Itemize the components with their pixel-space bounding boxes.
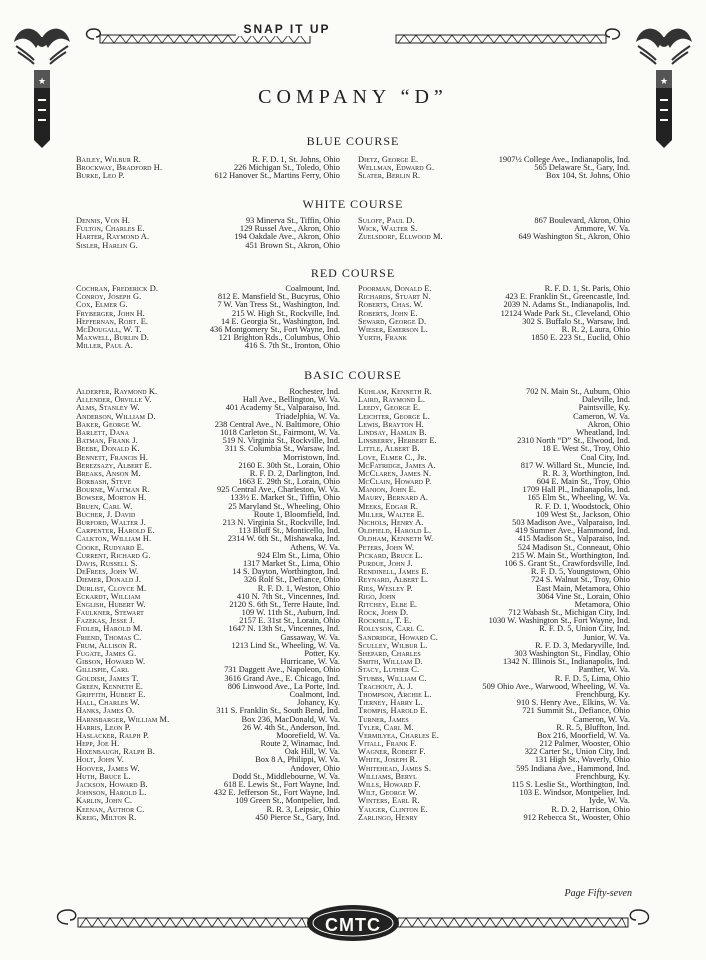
member-name: Bowser, Morton H. — [76, 493, 147, 503]
member-address: 326 Rolf St., Defiance, Ohio — [243, 575, 340, 585]
member-address: Wheatland, Ind. — [576, 427, 630, 437]
member-address: 401 Academy St., Valparaiso, Ind. — [225, 403, 340, 413]
member-name: Fulton, Charles E. — [76, 224, 145, 234]
member-address: 14 E. Georgia St., Washington, Ind. — [220, 316, 340, 326]
member-address: 416 S. 7th St., Ironton, Ohio — [244, 341, 340, 351]
member-address: R. R. 3, Worthington, Ind. — [542, 468, 630, 478]
member-address: 1018 Carleton St., Fairmont, W. Va. — [220, 427, 340, 437]
member-address: Box 216, Moorfield, W. Va. — [537, 730, 630, 740]
member-address: 806 Linwood Ave., La Porte, Ind. — [227, 681, 340, 691]
member-address: 109 West St., Jackson, Ohio — [536, 509, 630, 519]
member-name: Current, Richard G. — [76, 550, 151, 560]
blue-course-right-column — [358, 156, 630, 181]
member-name: Tyler, Carl M. — [358, 722, 414, 732]
member-address: Potter, Ky. — [304, 649, 340, 658]
member-address: Daleville, Ind. — [581, 395, 630, 405]
member-name: Rendinell, James E. — [358, 567, 429, 577]
member-name: Green, Kenneth E. — [76, 681, 143, 691]
member-address: 131 High St., Waverly, Ohio — [534, 755, 630, 765]
member-name: Nichols, Henry A. — [358, 518, 424, 527]
member-name: Harris, Leon P. — [76, 722, 131, 732]
member-address: 924 Elm St., Lima, Ohio — [257, 550, 340, 560]
member-name: Rigo, John — [358, 591, 396, 601]
member-address: 509 Ohio Ave., Warwood, Wheeling, W. Va. — [482, 681, 630, 691]
member-address: 731 Daggett Ave., Napoleon, Ohio — [224, 665, 340, 675]
member-name: Yurth, Frank — [358, 333, 408, 343]
blue-course-heading: BLUE COURSE — [306, 134, 400, 148]
member-name: Berezsazy, Albert E. — [76, 460, 152, 470]
member-address: Route 1, Bloomfield, Ind. — [253, 509, 340, 519]
member-address: 2314 W. 6th St., Mishawaka, Ind. — [227, 534, 340, 544]
member-address: 415 Madison St., Valparaiso, Ind. — [518, 534, 630, 544]
roster-entry — [358, 334, 630, 342]
member-address: Frenchburg, Ky. — [575, 689, 630, 699]
member-address: 2160 E. 30th St., Lorain, Ohio — [238, 460, 340, 470]
member-address: 724 S. Walnut St., Troy, Ohio — [531, 575, 630, 585]
member-address: R. F. D. 1, Woodstock, Ohio — [535, 501, 630, 511]
member-address: R. R. 2, Laura, Ohio — [561, 324, 630, 334]
member-name: Turner, James — [358, 714, 409, 724]
member-name: Baker, George W. — [76, 419, 141, 429]
member-address: 213 N. Virginia St., Rockville, Ind. — [222, 518, 340, 527]
member-name: Harter, Raymond A. — [76, 232, 150, 242]
member-name: Seward, George D. — [358, 316, 427, 326]
member-address: Box 236, MacDonald, W. Va. — [241, 714, 340, 724]
member-name: Rock, John D. — [358, 608, 409, 618]
member-address: 604 E. Main St., Troy, Ohio — [536, 477, 630, 487]
member-name: White, Joseph R. — [358, 755, 418, 765]
member-name: Richards, Stuart N. — [358, 292, 431, 302]
member-name: Burke, Leo P. — [76, 171, 125, 181]
member-address: Box 8 A, Philippi, W. Va. — [255, 755, 340, 765]
member-address: 450 Pierce St., Gary, Ind. — [255, 812, 340, 822]
member-name: Fryberger, John H. — [76, 308, 145, 318]
eagle-emblem-left — [12, 20, 72, 150]
blue-course-left-column — [76, 156, 340, 181]
member-name: Love, Elmer C., Jr. — [358, 452, 427, 462]
member-address: 612 Hanover St., Martins Ferry, Ohio — [214, 171, 340, 181]
member-address: 115 S. Leslie St., Worthington, Ind. — [511, 780, 630, 789]
member-address: 121 Brighton Rds., Columbus, Ohio — [218, 333, 340, 343]
eagle-emblem-right — [634, 20, 694, 150]
member-address: Cameron, W. Va. — [573, 714, 630, 724]
member-address: 1213 Lind St., Wheeling, W. Va. — [231, 640, 340, 650]
member-address: Hurricane, W. Va. — [280, 657, 340, 667]
member-name: Johnson, Harold L. — [76, 788, 147, 798]
member-name: Diemer, Donald J. — [76, 575, 142, 585]
member-address: 1317 Market St., Lima, Ohio — [243, 558, 340, 568]
member-address: 812 E. Mansfield St., Bucyrus, Ohio — [217, 292, 340, 302]
member-address: 14 S. Dayton, Worthington, Ind. — [232, 567, 340, 577]
member-address: R. F. D. 1, St. Johns, Ohio — [252, 155, 340, 164]
member-name: Kreig, Milton R. — [76, 812, 137, 822]
member-name: Maxwell, Burlin D. — [76, 333, 149, 343]
member-address: 423 E. Franklin St., Greencastle, Ind. — [505, 292, 630, 302]
member-address: Box 104, St. Johns, Ohio — [546, 171, 630, 181]
member-address: 432 E. Jefferson St., Fort Wayne, Ind. — [213, 788, 340, 798]
member-name: Reynard, Albert L. — [358, 575, 429, 585]
member-name: Friend, Thomas C. — [76, 632, 142, 642]
member-name: Roberts, John E. — [358, 308, 418, 318]
member-address: 303 Washington St., Findlay, Ohio — [514, 649, 630, 658]
member-name: Hepp, Joe H. — [76, 739, 120, 749]
member-address: 129 Russel Ave., Akron, Ohio — [239, 224, 340, 234]
member-name: Thompson, Archie L. — [358, 689, 432, 699]
company-title: COMPANY “D” — [258, 86, 448, 108]
member-address: 618 E. Lewis St., Fort Wayne, Ind. — [223, 780, 340, 789]
member-address: Moorefield, W. Va. — [276, 730, 340, 740]
member-name: Winters, Earl R. — [358, 796, 420, 806]
member-address: R. R. 3, Leipsic, Ohio — [266, 804, 340, 814]
member-address: Akron, Ohio — [587, 419, 630, 429]
member-address: 3616 Grand Ave., E. Chicago, Ind. — [224, 673, 340, 683]
member-address: 595 Indiana Ave., Hammond, Ind. — [516, 763, 630, 773]
member-name: Borbash, Steve — [76, 477, 132, 487]
member-address: R. F. D. 5, Union City, Ind. — [539, 624, 630, 634]
member-address: 2039 N. Adams St., Indianapolis, Ind. — [503, 300, 630, 310]
member-name: Lewis, Brayton H. — [358, 419, 424, 429]
member-name: Hixenbaugh, Ralph B. — [76, 747, 155, 757]
member-address: Route 2, Winamac, Ind. — [260, 739, 340, 749]
member-address: 519 N. Virginia St., Rockville, Ind. — [222, 436, 340, 446]
member-name: Wilt, George W. — [358, 788, 418, 798]
member-address: R. R. 5, Bluffton, Ind. — [556, 722, 630, 732]
member-name: Sisler, Harlin G. — [76, 240, 138, 250]
member-name: Lindsay, Hamlin B. — [358, 427, 427, 437]
member-address: Coal City, Ind. — [580, 452, 630, 462]
member-name: Sculley, Wilbur L. — [358, 640, 428, 650]
member-address: R. F. D. 3, Medaryville, Ind. — [535, 640, 630, 650]
member-address: 410 N. 7th St., Vincennes, Ind. — [236, 591, 340, 601]
member-name: Barlett, Dana — [76, 427, 130, 437]
member-name: Stubbs, William C. — [358, 673, 427, 683]
member-address: 2157 E. 31st St., Lorain, Ohio — [239, 616, 340, 626]
member-name: Bourne, Waitman R. — [76, 485, 150, 495]
member-name: Frum, Allison R. — [76, 640, 137, 650]
red-course-left-column — [76, 285, 340, 351]
member-name: Allender, Orville V. — [76, 395, 152, 405]
member-name: Linsberry, Herbert E. — [358, 436, 437, 446]
member-address: Andover, Ohio — [290, 763, 340, 773]
white-course-left-column — [76, 217, 340, 250]
member-name: Gibson, Howard W. — [76, 657, 146, 667]
member-address: 212 Palmer, Wooster, Ohio — [539, 739, 630, 749]
member-name: Alms, Stanley W. — [76, 403, 140, 413]
member-name: Yauger, Clinton E. — [358, 804, 428, 814]
member-address: 910 S. Henry Ave., Elkins, W. Va. — [516, 698, 630, 708]
member-name: Calkton, William H. — [76, 534, 152, 544]
member-address: Metamora, Ohio — [574, 599, 630, 609]
header-ornament-band — [80, 26, 626, 52]
member-address: 1663 E. 29th St., Lorain, Ohio — [238, 477, 340, 487]
member-address: 1342 N. Illinois St., Indianapolis, Ind. — [502, 657, 630, 667]
member-address: 712 Wabash St., Michigan City, Ind. — [508, 608, 630, 618]
member-address: 565 Delaware St., Gary, Ind. — [534, 163, 630, 173]
member-name: Laird, Raymond L. — [358, 395, 426, 405]
member-address: 18 E. West St., Troy, Ohio — [542, 444, 630, 454]
member-address: 103 E. Windsor, Montpelier, Ind. — [519, 788, 630, 798]
member-name: Jackson, Howard B. — [76, 780, 148, 789]
member-address: 451 Brown St., Akron, Ohio — [245, 240, 340, 250]
member-name: Meeks, Edgar R. — [358, 501, 419, 511]
member-name: Manion, John E. — [358, 485, 417, 495]
member-name: Gillispie, Carl — [76, 665, 129, 675]
member-name: Bruen, Carl W. — [76, 501, 133, 511]
member-name: Bailey, Wilbur R. — [76, 155, 141, 164]
member-name: Burford, Walter J. — [76, 518, 146, 527]
member-name: Bucher, J. David — [76, 509, 136, 519]
member-name: Alderfer, Raymond K. — [76, 387, 158, 396]
member-address: 12124 Wade Park St., Cleveland, Ohio — [500, 308, 630, 318]
member-address: 2120 S. 6th St., Terre Haute, Ind. — [229, 599, 340, 609]
member-name: Sandridge, Howard C. — [358, 632, 438, 642]
member-name: Hoover, James W. — [76, 763, 140, 773]
member-name: Breaks, Anson M. — [76, 468, 141, 478]
red-course-right-column — [358, 285, 630, 342]
member-name: Tierney, Harry L. — [358, 698, 423, 708]
member-name: Trachout, A. J. — [358, 681, 413, 691]
member-address: 311 S. Columbia St., Warsaw, Ind. — [224, 444, 340, 454]
member-address: 721 Summit St., Defiance, Ohio — [522, 706, 630, 716]
member-address: Oak Hill, W. Va. — [284, 747, 340, 757]
member-address: Paintsville, Ky. — [578, 403, 630, 413]
member-name: Carpenter, Harold E. — [76, 526, 155, 536]
member-name: Fazekas, Jesse J. — [76, 616, 135, 626]
member-address: Morristown, Ind. — [283, 452, 340, 462]
member-name: Goldish, James T. — [76, 673, 139, 683]
member-name: Stacy, Luther C. — [358, 665, 420, 675]
member-address: 649 Washington St., Akron, Ohio — [518, 232, 630, 242]
member-address: R. F. D. 1, St. Paris, Ohio — [544, 284, 630, 293]
member-address: 503 Madison Ave., Valparaiso, Ind. — [512, 518, 630, 527]
cmtc-logo: CMTC — [325, 915, 381, 935]
member-address: Athens, W. Va. — [290, 542, 340, 552]
member-address: 1907½ College Ave., Indianapolis, Ind. — [498, 155, 630, 164]
member-name: Slater, Berlin R. — [358, 171, 421, 181]
member-name: Trompis, Harold E. — [358, 706, 428, 716]
member-address: Frenchburg, Ky. — [575, 771, 630, 781]
member-address: Cameron, W. Va. — [573, 411, 630, 421]
member-name: McDougall, W. T. — [76, 324, 142, 334]
member-address: 1030 W. Washington St., Fort Wayne, Ind. — [488, 616, 630, 626]
member-address: 322 Carter St., Union City, Ind. — [524, 747, 630, 757]
member-address: 106 S. Grant St., Crawfordsville, Ind. — [504, 558, 630, 568]
member-address: R. F. D. 1, Weston, Ohio — [257, 583, 340, 593]
member-address: 215 W. High St., Rockville, Ind. — [232, 308, 340, 318]
member-name: Miller, Walter E. — [358, 509, 425, 519]
member-address: 436 Montgomery St., Fort Wayne, Ind. — [209, 324, 340, 334]
member-name: Poorman, Donald E. — [358, 284, 432, 293]
member-address: 702 N. Main St., Auburn, Ohio — [526, 387, 630, 396]
member-address: 109 W. 11th St., Auburn, Ind. — [241, 608, 340, 618]
member-address: 3064 Vine St., Lorain, Ohio — [536, 591, 630, 601]
member-address: 2310 North “D” St., Elwood, Ind. — [517, 436, 630, 446]
member-address: 109 Green St., Montpelier, Ind. — [235, 796, 340, 806]
member-address: 215 W. Main St., Worthington, Ind. — [511, 550, 630, 560]
member-name: Hanks, James O. — [76, 706, 135, 716]
member-name: Faulkner, Stewart — [76, 608, 144, 618]
member-address: R. F. D. 5, Youngstown, Ohio — [530, 567, 630, 577]
member-name: Hall, Charles W. — [76, 698, 140, 708]
member-name: Bennett, Francis H. — [76, 452, 148, 462]
member-name: Whitehead, James S. — [358, 763, 432, 773]
member-name: Wills, Howard F. — [358, 780, 421, 789]
member-address: Dodd St., Middlebourne, W. Va. — [232, 771, 340, 781]
member-name: Anderson, William D. — [76, 411, 156, 421]
member-name: Peters, John W. — [358, 542, 415, 552]
member-name: McFatridge, James A. — [358, 460, 436, 470]
svg-text:★: ★ — [37, 77, 47, 87]
member-address: East Main, Metamora, Ohio — [536, 583, 630, 593]
member-name: Pickard, Bruce L. — [358, 550, 423, 560]
header-scroll-ornament — [80, 26, 626, 52]
member-name: Durlist, Cloyce M. — [76, 583, 147, 593]
member-name: Shepard, Charles — [358, 649, 421, 658]
member-name: Oldfield, Harold L. — [358, 526, 432, 536]
member-name: Smith, William D. — [358, 657, 423, 667]
roster-entry — [76, 242, 340, 250]
member-name: Cochran, Frederick D. — [76, 284, 159, 293]
member-address: Gassaway, W. Va. — [280, 632, 340, 642]
roster-entry — [76, 814, 340, 822]
white-course-right-column — [358, 217, 630, 242]
svg-text:★: ★ — [659, 77, 669, 87]
member-name: Wellman, Edward G. — [358, 163, 435, 173]
member-name: DeFrees, John W. — [76, 567, 139, 577]
member-address: Panther, W. Va. — [578, 665, 630, 675]
member-name: Wick, Walter S. — [358, 224, 418, 234]
member-name: Heffernan, Robt. E. — [76, 316, 149, 326]
roster-entry — [358, 814, 630, 822]
member-address: 912 Rebecca St., Wooster, Ohio — [523, 812, 630, 822]
roster-entry — [76, 342, 340, 350]
member-address: 25 Maryland St., Wheeling, Ohio — [228, 501, 340, 511]
member-name: Kuhlam, Kenneth R. — [358, 387, 432, 396]
member-address: 302 S. Buffalo St., Warsaw, Ind. — [522, 316, 630, 326]
member-name: Huth, Bruce L. — [76, 771, 131, 781]
member-address: 867 Boulevard, Akron, Ohio — [534, 216, 630, 225]
member-name: Cooke, Rudyard E. — [76, 542, 145, 552]
member-address: 925 Central Ave., Charleston, W. Va. — [217, 485, 340, 495]
member-address: 1709 Hall Pl., Indianapolis, Ind. — [522, 485, 630, 495]
member-name: Fidler, Harold M. — [76, 624, 143, 634]
header-title: SNAP IT UP — [236, 22, 338, 36]
member-address: Rochester, Ind. — [289, 387, 340, 396]
member-name: Dietz, George E. — [358, 155, 419, 164]
member-name: Davis, Russell S. — [76, 558, 138, 568]
member-address: 419 Sumner Ave., Hammond, Ind. — [515, 526, 630, 536]
member-name: Zarlingo, Henry — [358, 812, 418, 822]
member-name: Wagner, Robert F. — [358, 747, 426, 757]
member-name: Suloff, Paul D. — [358, 216, 415, 225]
white-course-heading: WHITE COURSE — [302, 197, 404, 211]
member-name: Keenan, Author C. — [76, 804, 145, 814]
member-address: 194 Oakdale Ave., Akron, Ohio — [234, 232, 340, 242]
member-name: Harnsbarger, William M. — [76, 714, 170, 724]
member-address: R. F. D. 2, Darlington, Ind. — [249, 468, 340, 478]
member-name: Ritchey, Elbe E. — [358, 599, 418, 609]
member-name: Leedy, George E. — [358, 403, 421, 413]
member-name: Little, Albert B. — [358, 444, 420, 454]
member-name: Beebe, Donald K. — [76, 444, 140, 454]
member-address: 1647 N. 13th St., Vincennes, Ind. — [228, 624, 340, 634]
member-name: Brockway, Bradford H. — [76, 163, 163, 173]
member-name: Holt, John V. — [76, 755, 124, 765]
member-name: Rockhill, T. E. — [358, 616, 412, 626]
member-name: Batman, Frank J. — [76, 436, 138, 446]
member-address: R. D. 2, Harrison, Ohio — [551, 804, 630, 814]
member-name: Williams, Beryl — [358, 771, 417, 781]
member-name: Vitall, Frank F. — [358, 739, 417, 749]
member-name: Ries, Wesley P. — [358, 583, 413, 593]
member-name: Leichter, George L. — [358, 411, 430, 421]
member-address: 93 Minerva St., Tiffin, Ohio — [245, 216, 340, 225]
page-number: Page Fifty-seven — [564, 888, 632, 899]
member-address: 113 Bluff St., Monticello, Ind. — [238, 526, 340, 536]
member-name: Fugate, James G. — [76, 649, 137, 658]
roster-entry — [358, 233, 630, 241]
member-address: Junior, W. Va. — [583, 632, 630, 642]
member-address: Hall Ave., Bellington, W. Va. — [242, 395, 340, 405]
member-name: Karlin, John C. — [76, 796, 133, 806]
member-address: 1850 E. 223 St., Euclid, Ohio — [531, 333, 630, 343]
member-name: Miller, Paul A. — [76, 341, 133, 351]
member-address: Ammore, W. Va. — [574, 224, 630, 234]
member-address: 238 Central Ave., N. Baltimore, Ohio — [214, 419, 340, 429]
member-name: Maury, Bernard A. — [358, 493, 429, 503]
member-address: 226 Michigan St., Toledo, Ohio — [233, 163, 340, 173]
member-name: McClaren, James N. — [358, 468, 432, 478]
member-address: 165 Elm St., Wheeling, W. Va. — [527, 493, 630, 503]
member-name: Roberts, Chas. W. — [358, 300, 423, 310]
member-address: 311 S. Franklin St., South Bend, Ind. — [216, 706, 340, 716]
member-name: Dennis, Von H. — [76, 216, 131, 225]
member-name: Purdue, John J. — [358, 558, 413, 568]
member-address: Coalmount, Ind. — [285, 284, 340, 293]
member-address: Johancy, Ky. — [297, 698, 340, 708]
member-address: Triadelphia, W. Va. — [275, 411, 340, 421]
member-address: 7 W. Van Tress St., Washington, Ind. — [217, 300, 340, 310]
member-name: Cox, Elmer G. — [76, 300, 128, 310]
member-name: McClain, Howard P. — [358, 477, 432, 487]
member-name: Oldham, Kenneth W. — [358, 534, 434, 544]
member-name: Eckardt, William — [76, 591, 141, 601]
roster-entry — [358, 172, 630, 180]
member-name: Conroy, Joseph G. — [76, 292, 142, 302]
member-name: Zuelsdorf, Ellwood M. — [358, 232, 443, 242]
member-address: R. F. D. 5, Lima, Ohio — [554, 673, 630, 683]
member-name: Wieser, Emerson L. — [358, 324, 428, 334]
member-address: 817 W. Willard St., Muncie, Ind. — [520, 460, 630, 470]
member-name: Vermilyea, Charles E. — [358, 730, 439, 740]
member-name: English, Hubert W. — [76, 599, 146, 609]
member-name: Rollyson, Carl C. — [358, 624, 425, 634]
basic-course-heading: BASIC COURSE — [304, 368, 402, 382]
member-address: Iyde, W. Va. — [588, 796, 630, 806]
roster-entry — [76, 172, 340, 180]
basic-course-left-column — [76, 388, 340, 822]
red-course-heading: RED COURSE — [310, 266, 396, 280]
member-address: 524 Madison St., Conneaut, Ohio — [517, 542, 630, 552]
member-address: 133½ E. Market St., Tiffin, Ohio — [230, 493, 340, 503]
member-name: Haslacker, Ralph P. — [76, 730, 149, 740]
basic-course-right-column — [358, 388, 630, 822]
member-address: Coalmont, Ind. — [289, 689, 340, 699]
member-address: 26 W. 4th St., Anderson, Ind. — [242, 722, 340, 732]
member-name: Griffith, Hubert E. — [76, 689, 146, 699]
